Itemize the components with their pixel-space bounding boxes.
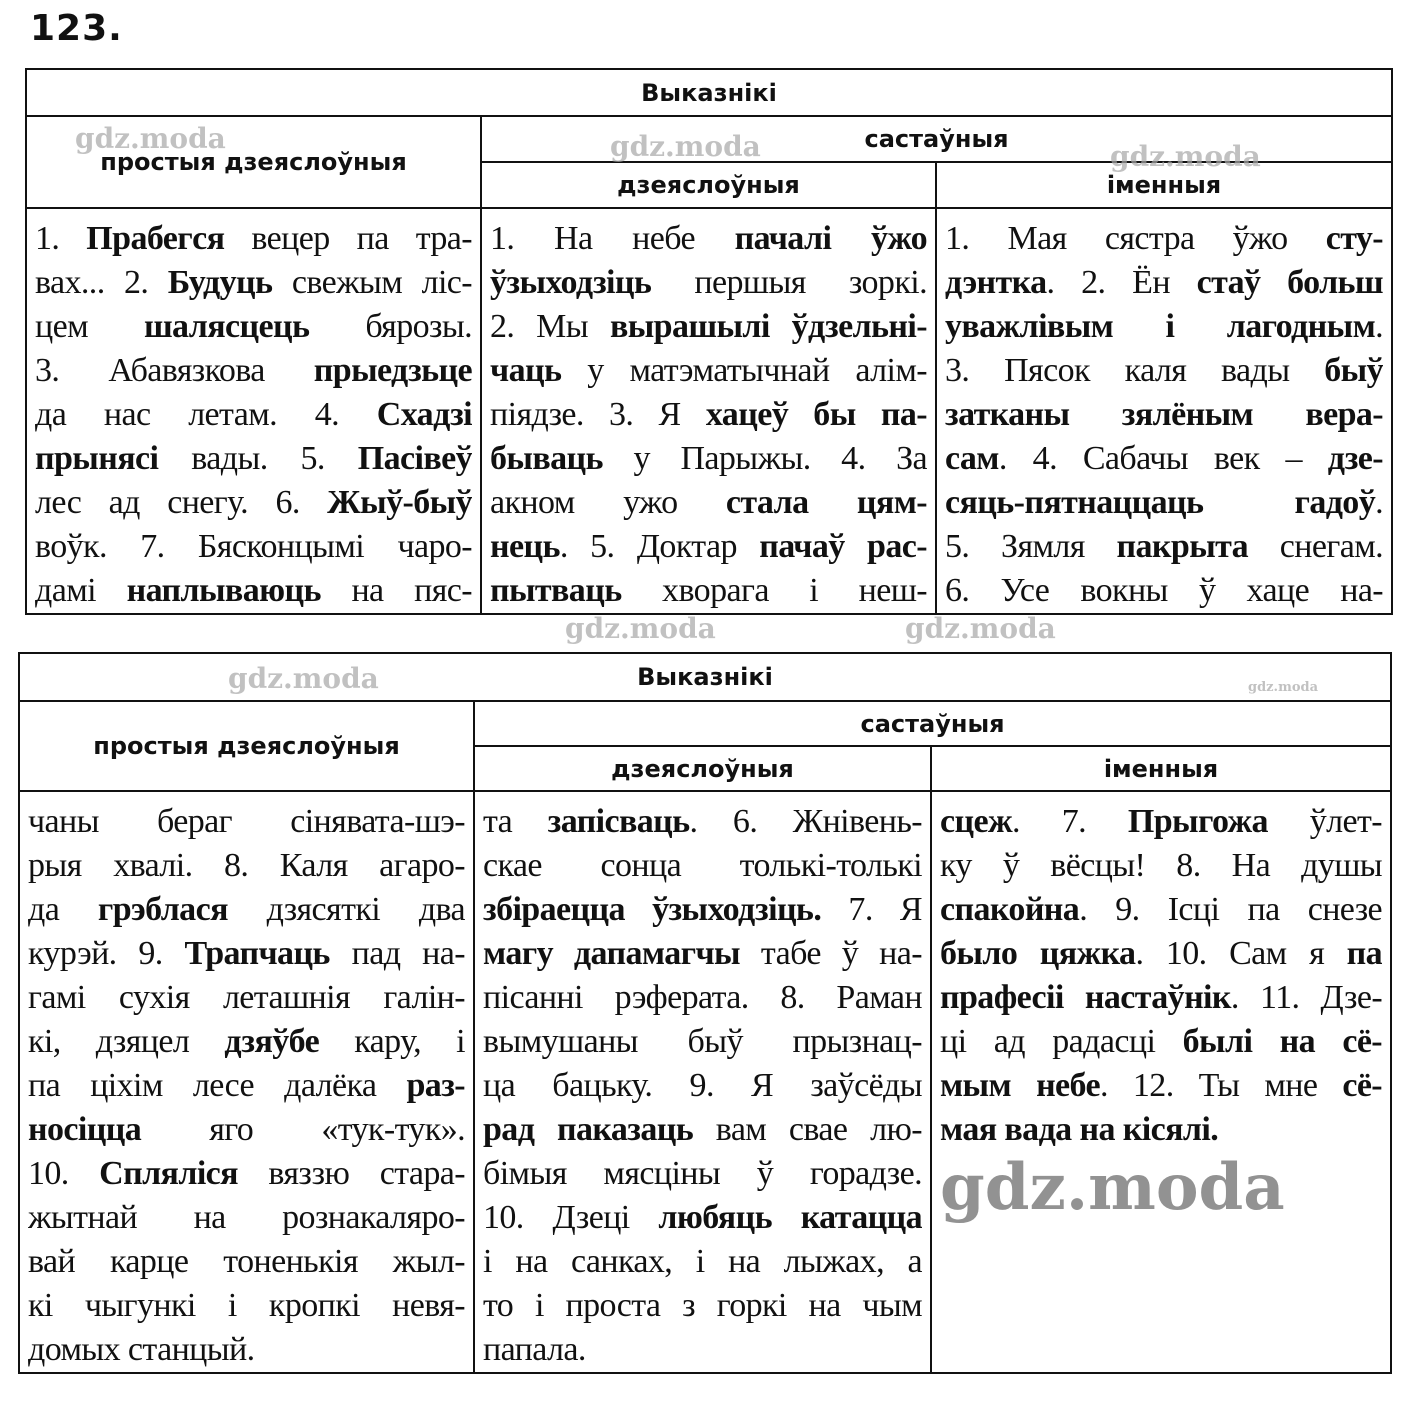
text-line xyxy=(490,217,927,261)
predicate: носіцца xyxy=(28,1111,142,1148)
text-line xyxy=(28,1328,465,1372)
text-segment: яго «тук-тук». xyxy=(141,1111,465,1148)
text-segment: пісанні рэферата. 8. Раман xyxy=(483,979,922,1016)
text-line xyxy=(490,261,927,305)
compound-verbal-column xyxy=(481,208,936,614)
predicate: стаў больш xyxy=(1196,264,1384,301)
predicate: пачаў рас- xyxy=(759,528,927,565)
text-segment: свежым ліс- xyxy=(272,264,472,301)
text-segment: жытнай на рознакаляро- xyxy=(28,1199,465,1236)
text-line xyxy=(483,1328,922,1372)
simple-verbal-column xyxy=(26,208,481,614)
text-segment: 5. Зямля xyxy=(945,528,1117,565)
watermark: gdz.moda xyxy=(228,662,379,695)
header-compound: састаўныя xyxy=(474,701,1391,746)
text-line xyxy=(945,349,1383,393)
text-line xyxy=(490,393,927,437)
header-title: Выказнікі xyxy=(19,653,1391,701)
text-segment: ца бацьку. 9. Я заўсёды xyxy=(483,1067,922,1104)
predicate: дзяўбе xyxy=(224,1023,320,1060)
text-segment: гамі сухія леташнія галін- xyxy=(28,979,465,1016)
predicate: мая вада на кісялі. xyxy=(940,1111,1219,1148)
text-line xyxy=(490,525,927,569)
text-segment: у Парыжы. 4. За xyxy=(602,440,927,477)
text-segment: бярозы. xyxy=(309,308,472,345)
text-line xyxy=(28,1284,465,1328)
predicate: ўзыходзіць xyxy=(490,264,652,301)
text-line xyxy=(483,976,922,1020)
text-line xyxy=(945,437,1383,481)
text-segment: снегам. xyxy=(1248,528,1384,565)
predicate: пачалі ўжо xyxy=(734,220,927,257)
text-segment: та xyxy=(483,803,548,840)
text-line xyxy=(483,800,922,844)
text-line xyxy=(945,393,1383,437)
text-line xyxy=(945,217,1383,261)
text-line xyxy=(483,1284,922,1328)
header-simple-verbal: простыя дзеяслоўныя xyxy=(26,116,481,208)
predicate: Будуць xyxy=(167,264,273,301)
text-line xyxy=(35,217,472,261)
text-line xyxy=(28,800,465,844)
predicate: чаць xyxy=(490,352,562,389)
predicate: дэнтка xyxy=(945,264,1047,301)
watermark: gdz.moda xyxy=(75,122,226,155)
text-segment: вяззю стара- xyxy=(237,1155,465,1192)
text-segment: воўк. 7. Бясконцымі чаро- xyxy=(35,528,472,565)
text-line xyxy=(940,844,1382,888)
text-segment: па ціхім лесе далёка xyxy=(28,1067,407,1104)
text-line xyxy=(490,305,927,349)
text-segment: скае сонца толькі-толькі xyxy=(483,847,922,884)
text-line xyxy=(35,569,472,613)
text-segment: цем xyxy=(35,308,144,345)
text-line xyxy=(28,1196,465,1240)
text-segment: . xyxy=(1375,308,1384,345)
predicate: любяць катацца xyxy=(658,1199,922,1236)
predicate: па xyxy=(1346,935,1383,972)
predicate: бываць xyxy=(490,440,603,477)
text-line xyxy=(940,800,1382,844)
predicate: былі на сё- xyxy=(1182,1023,1383,1060)
text-segment: 3. Пясок каля вады xyxy=(945,352,1325,389)
text-line xyxy=(35,437,472,481)
predicate: грэблася xyxy=(97,891,228,928)
text-segment: ці ад радасці xyxy=(940,1023,1183,1060)
watermark: gdz.moda xyxy=(1248,680,1319,695)
text-line xyxy=(483,844,922,888)
text-line xyxy=(490,437,927,481)
text-line xyxy=(483,1108,922,1152)
predicate: быў xyxy=(1324,352,1384,389)
text-line xyxy=(35,305,472,349)
predicates-table-2 xyxy=(18,652,1392,1374)
predicate: прыедзьце xyxy=(313,352,472,389)
text-segment: вецер па тра- xyxy=(224,220,472,257)
predicate: сам xyxy=(945,440,999,477)
compound-nominal-column xyxy=(931,791,1391,1373)
predicate: мым небе xyxy=(940,1067,1100,1104)
predicate: вырашылі ўдзельні- xyxy=(609,308,927,345)
text-segment: . 2. Ён xyxy=(1046,264,1197,301)
text-line xyxy=(945,305,1383,349)
text-line xyxy=(940,932,1382,976)
text-line xyxy=(940,976,1382,1020)
text-segment: вах... 2. xyxy=(35,264,168,301)
predicate: сё- xyxy=(1342,1067,1383,1104)
predicate: запісваць xyxy=(547,803,690,840)
predicate: Прабегся xyxy=(86,220,225,257)
text-line xyxy=(28,976,465,1020)
watermark: gdz.moda xyxy=(905,612,1056,645)
header-compound: састаўныя xyxy=(481,116,1392,162)
text-segment: вам свае лю- xyxy=(693,1111,922,1148)
text-segment: . xyxy=(1375,484,1384,521)
text-segment: табе ў на- xyxy=(739,935,922,972)
text-segment: першыя зоркі. xyxy=(651,264,927,301)
text-line xyxy=(28,844,465,888)
text-line xyxy=(28,1240,465,1284)
text-line xyxy=(940,1064,1382,1108)
text-line xyxy=(490,481,927,525)
text-segment: і на санках, і на лыжах, а xyxy=(483,1243,922,1280)
text-segment: да нас летам. 4. xyxy=(35,396,377,433)
predicate: збіраецца ўзыходзіць. xyxy=(483,891,822,928)
text-segment: . 7. xyxy=(1012,803,1128,840)
predicate: Спляліся xyxy=(99,1155,238,1192)
text-segment: пад на- xyxy=(329,935,465,972)
text-segment: на пяс- xyxy=(320,572,472,609)
text-segment: вай карце тоненькія жыл- xyxy=(28,1243,465,1280)
text-segment: 7. Я xyxy=(821,891,922,928)
predicate: стала цям- xyxy=(725,484,927,521)
text-line xyxy=(483,1196,922,1240)
text-segment: курэй. 9. xyxy=(28,935,185,972)
header-compound-nominal: іменныя xyxy=(931,746,1391,791)
text-segment: . 9. Ісці па снезе xyxy=(1079,891,1383,928)
text-segment: рыя хвалі. 8. Каля агаро- xyxy=(28,847,465,884)
text-line xyxy=(490,349,927,393)
text-segment: да xyxy=(28,891,98,928)
text-segment: у матэматычнай алім- xyxy=(561,352,927,389)
predicate: прафесіі настаўнік xyxy=(940,979,1231,1016)
watermark: gdz.moda xyxy=(565,612,716,645)
exercise-number: 123. xyxy=(30,8,123,49)
text-line xyxy=(483,1020,922,1064)
text-line xyxy=(940,1020,1382,1064)
text-line xyxy=(940,888,1382,932)
text-segment: лес ад снегу. 6. xyxy=(35,484,328,521)
watermark: gdz.moda xyxy=(610,130,761,163)
text-segment: . 10. Сам я xyxy=(1135,935,1347,972)
header-compound-nominal: іменныя xyxy=(936,162,1392,208)
text-segment: папала. xyxy=(483,1331,586,1368)
predicate: уважлівым і лагодным xyxy=(945,308,1376,345)
text-segment: хворага і неш- xyxy=(621,572,927,609)
predicate: Трапчаць xyxy=(184,935,330,972)
text-segment: вады. 5. xyxy=(158,440,358,477)
text-line xyxy=(35,525,472,569)
text-line xyxy=(483,932,922,976)
text-segment: 1. Мая сястра ўжо xyxy=(945,220,1326,257)
text-line xyxy=(35,349,472,393)
header-simple-verbal: простыя дзеяслоўныя xyxy=(19,701,474,791)
text-segment: акном ужо xyxy=(490,484,726,521)
predicate: Жыў-быў xyxy=(327,484,472,521)
text-line xyxy=(945,569,1383,613)
text-segment: 6. Усе вокны ў хаце на- xyxy=(945,572,1384,609)
text-segment: 10. xyxy=(28,1155,100,1192)
text-line xyxy=(483,888,922,932)
text-segment: 1. xyxy=(35,220,87,257)
text-segment: ўлет- xyxy=(1267,803,1383,840)
predicate: затканы зялёным вера- xyxy=(945,396,1384,433)
text-line xyxy=(483,1064,922,1108)
text-segment: домых станцый. xyxy=(28,1331,255,1368)
predicate: спакойна xyxy=(940,891,1080,928)
text-segment: ку ў вёсцы! 8. На душы xyxy=(940,847,1383,884)
text-segment: вымушаны быў прызнац- xyxy=(483,1023,922,1060)
predicate: рад паказаць xyxy=(483,1111,694,1148)
predicate: наплываюць xyxy=(126,572,321,609)
text-segment: то і проста з горкі на чым xyxy=(483,1287,922,1324)
text-line xyxy=(28,1064,465,1108)
predicate: магу дапамагчы xyxy=(483,935,740,972)
compound-nominal-column xyxy=(936,208,1392,614)
text-segment: 3. Абавязкова xyxy=(35,352,314,389)
text-line xyxy=(483,1152,922,1196)
header-compound-verbal: дзеяслоўныя xyxy=(481,162,936,208)
text-segment: бімыя мясціны ў горадзе. xyxy=(483,1155,922,1192)
text-line xyxy=(483,1240,922,1284)
text-segment: . 6. Жнівень- xyxy=(689,803,922,840)
predicate: раз- xyxy=(406,1067,465,1104)
text-line xyxy=(28,888,465,932)
predicate: шалясцець xyxy=(143,308,310,345)
text-line xyxy=(35,481,472,525)
text-segment: . 11. Дзе- xyxy=(1230,979,1383,1016)
text-line xyxy=(35,393,472,437)
text-line xyxy=(490,569,927,613)
text-line xyxy=(945,525,1383,569)
text-segment: . 4. Сабачы век – xyxy=(998,440,1328,477)
text-segment: піядзе. 3. Я xyxy=(490,396,706,433)
predicate: хацеў бы па- xyxy=(705,396,927,433)
text-line xyxy=(28,932,465,976)
predicate: Пасівеў xyxy=(357,440,472,477)
text-segment: . 12. Ты мне xyxy=(1100,1067,1343,1104)
header-compound-verbal: дзеяслоўныя xyxy=(474,746,931,791)
predicate: прынясі xyxy=(35,440,159,477)
text-line xyxy=(28,1152,465,1196)
predicate: дзе- xyxy=(1327,440,1384,477)
text-segment: дзясяткі два xyxy=(227,891,465,928)
predicate: нець xyxy=(490,528,560,565)
text-line xyxy=(945,261,1383,305)
text-segment: . 5. Доктар xyxy=(559,528,760,565)
header-title: Выказнікі xyxy=(26,69,1392,116)
text-line xyxy=(945,481,1383,525)
predicate: Схадзі xyxy=(376,396,472,433)
text-line xyxy=(940,1108,1382,1152)
text-segment: дамі xyxy=(35,572,127,609)
predicate: пакрыта xyxy=(1116,528,1249,565)
text-segment: 1. На небе xyxy=(490,220,735,257)
predicate: сту- xyxy=(1325,220,1384,257)
watermark: gdz.moda xyxy=(1110,140,1261,173)
predicate: сяць-пятнаццаць гадоў xyxy=(945,484,1376,521)
text-line xyxy=(28,1020,465,1064)
predicate: Прыгожа xyxy=(1127,803,1268,840)
text-segment: 2. Мы xyxy=(490,308,610,345)
text-segment: кару, і xyxy=(319,1023,465,1060)
text-segment: чаны бераг сінявата-шэ- xyxy=(28,803,465,840)
watermark-large: gdz.moda xyxy=(940,1150,1285,1225)
compound-verbal-column xyxy=(474,791,931,1373)
predicate: было цяжка xyxy=(940,935,1136,972)
text-segment: кі, дзяцел xyxy=(28,1023,225,1060)
predicate: пытваць xyxy=(490,572,622,609)
text-line xyxy=(35,261,472,305)
text-segment: кі чыгункі і кропкі невя- xyxy=(28,1287,465,1324)
text-line xyxy=(28,1108,465,1152)
text-segment: 10. Дзеці xyxy=(483,1199,659,1236)
simple-verbal-column xyxy=(19,791,474,1373)
predicate: сцеж xyxy=(940,803,1013,840)
